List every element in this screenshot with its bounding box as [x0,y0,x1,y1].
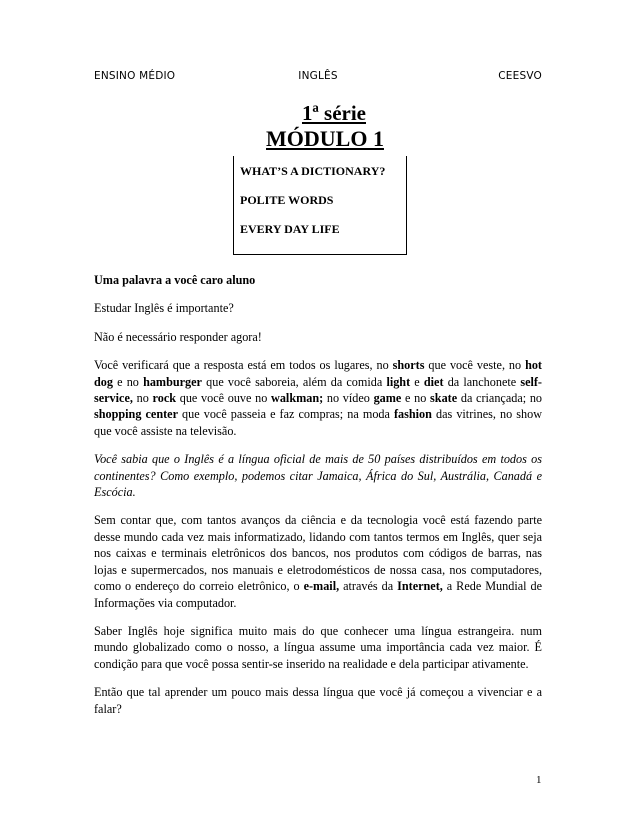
paragraph-invitation: Então que tal aprender um pouco mais dessa língua que você já começou a vivenciar e a falar? [94,685,542,716]
header-level: ENSINO MÉDIO [94,70,176,82]
text-run: que você saboreia, além da comida [201,374,387,389]
page-number: 1 [536,774,542,786]
text-run: a Rede Mundial de Informações via computador. [94,579,542,610]
text-run: através da [339,579,398,594]
text-run: que você passeia e faz compras; na moda [177,407,394,422]
body-heading: Uma palavra a você caro aluno [94,273,256,287]
text-run: que você veste, no [424,358,526,373]
text-run: da lanchonete [443,374,521,389]
text-run: no vídeo [323,391,374,406]
page-header [94,70,542,86]
body-text [94,272,542,729]
no-need-paragraph: Não é necessário responder agora! [94,329,262,344]
bold-term: skate [430,391,458,406]
paragraph-everyday-english [94,357,542,439]
paragraph-globalized-world: Saber Inglês hoje significa muito mais do que conhecer uma língua estrangeira. num mundo globalizado como o nosso, a língua assume uma importância cada vez maior. É condição para que você possa sentir-se inserido na realidade e dela participar ativamente. [94,623,542,671]
bold-term: diet [423,374,444,389]
question-paragraph: Estudar Inglês é importante? [94,301,234,316]
bold-term: rock [152,391,177,406]
bold-term: fashion [394,407,432,422]
header-institution: CEESVO [498,70,542,82]
bold-term: e-mail, [303,579,340,594]
text-run: e no [401,391,431,406]
title-block [0,100,638,152]
topic-dictionary: WHAT’S A DICTIONARY? [240,164,386,178]
text-run: e no [112,374,144,389]
bold-term: game [373,391,402,406]
paragraph-official-language: Você sabia que o Inglês é a língua oficial de mais de 50 países distribuídos em todos os continentes? Como exemplo, podemos citar Jamaica, África do Sul, Austrália, Canadá e Escócia. [94,452,542,500]
text-run: Sem contar que, com tantos avanços da ciência e da tecnologia você está fazendo parte desse mundo cada vez mais informatizado, lidando com tantos termos em Inglês, quer seja nos caixas e terminais eletrônicos dos bancos, nos produtos com códigos de barras, nas lojas e supermercados, nos manuais e eletrodomésticos de nossa casa, nos computadores, como o endereço do correio eletrônico, o [94,513,542,594]
bold-term: shorts [392,358,425,373]
text-run: que você ouve no [176,391,272,406]
bold-term: hamburger [143,374,202,389]
topics-box [233,156,407,255]
topic-polite-words: POLITE WORDS [240,193,334,207]
text-run: das vitrines, no show que você assiste na televisão. [94,407,543,438]
module-title: MÓDULO 1 [266,126,384,151]
header-subject: INGLÊS [298,70,338,82]
series-title: 1ª série [301,101,366,125]
text-run: e [410,374,424,389]
topic-every-day-life: EVERY DAY LIFE [240,222,340,236]
bold-term: self-service, [94,374,542,406]
paragraph-technology [94,512,542,610]
bold-term: shopping center [94,407,178,422]
text-run: da criançada; no [457,391,543,406]
bold-term: light [386,374,411,389]
text-run: no [132,391,153,406]
bold-term: hot dog [94,358,542,389]
bold-term: walkman; [271,391,324,406]
text-run: Você verificará que a resposta está em todos os lugares, no [94,358,393,373]
bold-term: Internet, [397,579,443,594]
